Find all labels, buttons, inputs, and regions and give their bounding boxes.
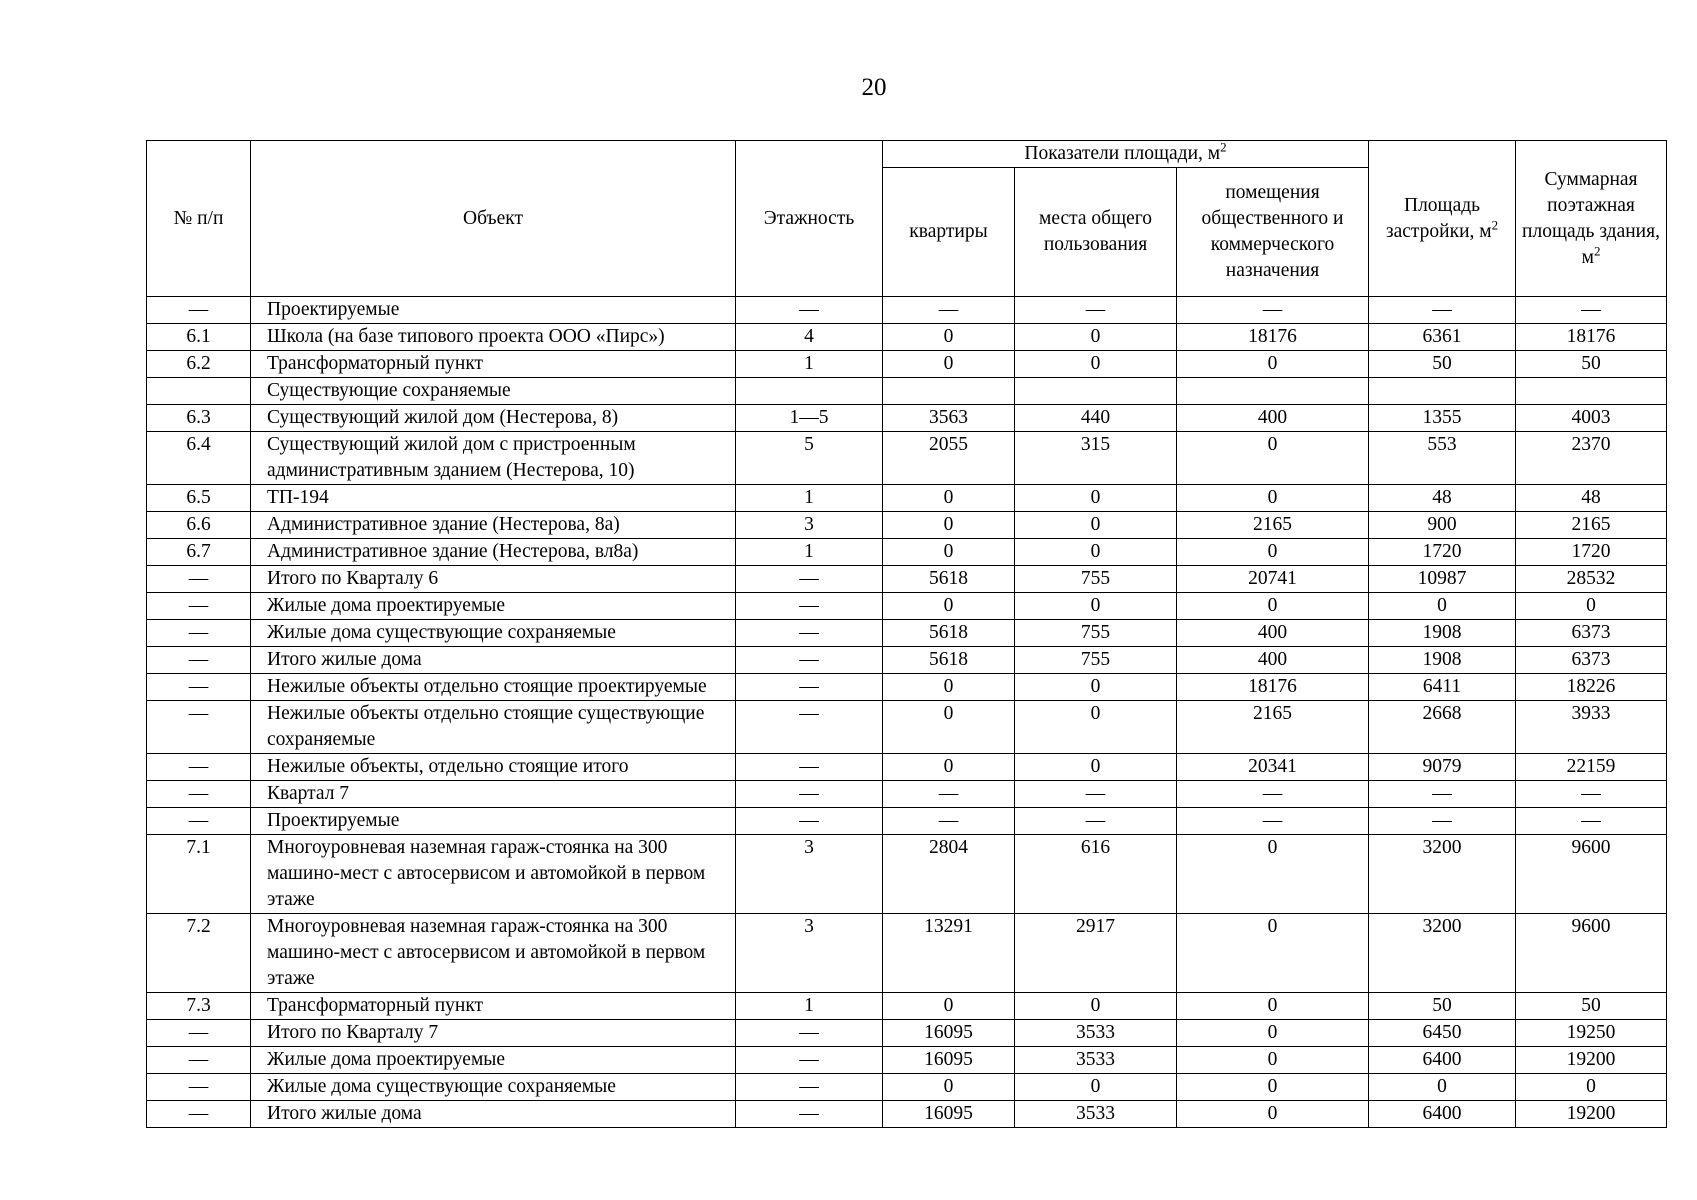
cell-commercial: 0: [1177, 1074, 1369, 1101]
header-footprint: [1369, 141, 1516, 297]
cell-common-areas: 315: [1015, 432, 1177, 485]
cell-floors: 1: [736, 485, 883, 512]
cell-footprint: 1908: [1369, 647, 1516, 674]
table-row: [147, 808, 1667, 835]
cell-floors: —: [736, 297, 883, 324]
cell-common-areas: 0: [1015, 1074, 1177, 1101]
cell-floors: 1: [736, 351, 883, 378]
table-row: [147, 432, 1667, 485]
cell-commercial: 400: [1177, 647, 1369, 674]
cell-num: —: [147, 754, 251, 781]
cell-object: Проектируемые: [251, 297, 736, 324]
cell-common-areas: 0: [1015, 351, 1177, 378]
cell-commercial: 0: [1177, 485, 1369, 512]
cell-footprint: 9079: [1369, 754, 1516, 781]
cell-object: Жилые дома существующие сохраняемые: [251, 620, 736, 647]
cell-object: Итого жилые дома: [251, 1101, 736, 1128]
table-row: [147, 485, 1667, 512]
cell-total-floor-area: 4003: [1516, 405, 1667, 432]
cell-object: Многоуровневая наземная гараж-стоянка на 300 машино-мест с автосервисом и автомойкой в первом этаже: [251, 914, 736, 993]
table-row: [147, 914, 1667, 993]
cell-footprint: 0: [1369, 1074, 1516, 1101]
cell-floors: 5: [736, 432, 883, 485]
cell-total-floor-area: —: [1516, 808, 1667, 835]
header-floors: Этажность: [736, 141, 883, 297]
table-row: [147, 835, 1667, 914]
table-row: [147, 647, 1667, 674]
cell-floors: 3: [736, 914, 883, 993]
cell-apartments: 2055: [883, 432, 1015, 485]
cell-apartments: 0: [883, 993, 1015, 1020]
cell-floors: —: [736, 674, 883, 701]
cell-footprint: 6400: [1369, 1047, 1516, 1074]
cell-common-areas: 3533: [1015, 1047, 1177, 1074]
cell-common-areas: 755: [1015, 566, 1177, 593]
cell-floors: —: [736, 1074, 883, 1101]
header-footprint-sup: 2: [1491, 217, 1499, 232]
cell-commercial: 0: [1177, 539, 1369, 566]
cell-apartments: 16095: [883, 1101, 1015, 1128]
cell-apartments: 2804: [883, 835, 1015, 914]
cell-total-floor-area: 9600: [1516, 914, 1667, 993]
cell-apartments: 0: [883, 512, 1015, 539]
cell-object: Существующий жилой дом (Нестерова, 8): [251, 405, 736, 432]
cell-floors: —: [736, 781, 883, 808]
cell-object: Административное здание (Нестерова, вл8а): [251, 539, 736, 566]
cell-apartments: 0: [883, 593, 1015, 620]
cell-total-floor-area: 9600: [1516, 835, 1667, 914]
cell-object: Административное здание (Нестерова, 8а): [251, 512, 736, 539]
cell-total-floor-area: —: [1516, 781, 1667, 808]
cell-num: 6.6: [147, 512, 251, 539]
cell-footprint: —: [1369, 297, 1516, 324]
cell-floors: 1—5: [736, 405, 883, 432]
table-row: [147, 674, 1667, 701]
table-row: [147, 297, 1667, 324]
cell-commercial: —: [1177, 808, 1369, 835]
cell-apartments: 5618: [883, 566, 1015, 593]
cell-num: —: [147, 808, 251, 835]
cell-floors: —: [736, 1020, 883, 1047]
cell-footprint: —: [1369, 808, 1516, 835]
cell-total-floor-area: 28532: [1516, 566, 1667, 593]
cell-num: —: [147, 593, 251, 620]
table-row: [147, 754, 1667, 781]
cell-object: Многоуровневая наземная гараж-стоянка на 300 машино-мест с автосервисом и автомойкой в первом этаже: [251, 835, 736, 914]
cell-common-areas: 0: [1015, 512, 1177, 539]
cell-object: Жилые дома проектируемые: [251, 593, 736, 620]
cell-num: —: [147, 781, 251, 808]
header-area-group-sup: 2: [1220, 140, 1227, 155]
cell-floors: —: [736, 808, 883, 835]
cell-object: Жилые дома существующие сохраняемые: [251, 1074, 736, 1101]
cell-common-areas: 0: [1015, 485, 1177, 512]
cell-common-areas: [1015, 378, 1177, 405]
cell-common-areas: —: [1015, 297, 1177, 324]
cell-floors: 1: [736, 539, 883, 566]
cell-apartments: 5618: [883, 620, 1015, 647]
table-row: [147, 781, 1667, 808]
header-total-floor-sup: 2: [1593, 243, 1601, 258]
header-area-group-label: Показатели площади, м: [1024, 143, 1221, 164]
header-num: № п/п: [147, 141, 251, 297]
cell-apartments: [883, 378, 1015, 405]
table-row: [147, 1047, 1667, 1074]
cell-object: Нежилые объекты отдельно стоящие существующие сохраняемые: [251, 701, 736, 754]
cell-object: Жилые дома проектируемые: [251, 1047, 736, 1074]
cell-apartments: 0: [883, 701, 1015, 754]
cell-footprint: 1720: [1369, 539, 1516, 566]
cell-object: Существующие сохраняемые: [251, 378, 736, 405]
table-row: [147, 701, 1667, 754]
cell-footprint: —: [1369, 781, 1516, 808]
cell-commercial: 18176: [1177, 324, 1369, 351]
cell-commercial: 2165: [1177, 701, 1369, 754]
header-object: Объект: [251, 141, 736, 297]
cell-footprint: 48: [1369, 485, 1516, 512]
table-body: [147, 297, 1667, 1128]
cell-common-areas: 0: [1015, 674, 1177, 701]
cell-num: —: [147, 620, 251, 647]
cell-num: —: [147, 1101, 251, 1128]
cell-footprint: 0: [1369, 593, 1516, 620]
cell-num: 6.2: [147, 351, 251, 378]
cell-total-floor-area: 50: [1516, 351, 1667, 378]
cell-common-areas: —: [1015, 808, 1177, 835]
cell-floors: 1: [736, 993, 883, 1020]
cell-apartments: 16095: [883, 1020, 1015, 1047]
cell-num: —: [147, 566, 251, 593]
cell-footprint: 50: [1369, 993, 1516, 1020]
cell-common-areas: 755: [1015, 647, 1177, 674]
cell-object: Проектируемые: [251, 808, 736, 835]
table-row: [147, 593, 1667, 620]
cell-total-floor-area: 18226: [1516, 674, 1667, 701]
cell-floors: 4: [736, 324, 883, 351]
table-row: [147, 512, 1667, 539]
cell-commercial: 0: [1177, 993, 1369, 1020]
cell-common-areas: 440: [1015, 405, 1177, 432]
cell-apartments: 13291: [883, 914, 1015, 993]
table-row: [147, 1020, 1667, 1047]
cell-total-floor-area: 6373: [1516, 620, 1667, 647]
cell-common-areas: —: [1015, 781, 1177, 808]
cell-footprint: 3200: [1369, 835, 1516, 914]
cell-footprint: 50: [1369, 351, 1516, 378]
cell-common-areas: 0: [1015, 539, 1177, 566]
cell-num: 7.1: [147, 835, 251, 914]
cell-apartments: 0: [883, 674, 1015, 701]
cell-total-floor-area: 0: [1516, 1074, 1667, 1101]
cell-floors: [736, 378, 883, 405]
page-number: 20: [861, 74, 887, 101]
cell-object: Существующий жилой дом с пристроенным административным зданием (Нестерова, 10): [251, 432, 736, 485]
cell-object: Нежилые объекты отдельно стоящие проектируемые: [251, 674, 736, 701]
cell-floors: 3: [736, 512, 883, 539]
header-total-floor-label: Суммарная поэтажная площадь здания, м: [1522, 168, 1660, 268]
cell-num: 6.5: [147, 485, 251, 512]
cell-commercial: 20341: [1177, 754, 1369, 781]
cell-commercial: 0: [1177, 1047, 1369, 1074]
cell-floors: —: [736, 754, 883, 781]
cell-num: 6.7: [147, 539, 251, 566]
table-row: [147, 1074, 1667, 1101]
cell-footprint: 1908: [1369, 620, 1516, 647]
cell-commercial: 18176: [1177, 674, 1369, 701]
table-row: [147, 566, 1667, 593]
cell-total-floor-area: 18176: [1516, 324, 1667, 351]
cell-total-floor-area: 48: [1516, 485, 1667, 512]
cell-apartments: 0: [883, 351, 1015, 378]
cell-object: ТП-194: [251, 485, 736, 512]
cell-common-areas: 755: [1015, 620, 1177, 647]
table-row: [147, 378, 1667, 405]
cell-commercial: 0: [1177, 1101, 1369, 1128]
cell-floors: —: [736, 566, 883, 593]
cell-footprint: [1369, 378, 1516, 405]
cell-total-floor-area: 2165: [1516, 512, 1667, 539]
cell-commercial: —: [1177, 297, 1369, 324]
cell-footprint: 6400: [1369, 1101, 1516, 1128]
cell-object: Школа (на базе типового проекта ООО «Пирс»): [251, 324, 736, 351]
cell-floors: —: [736, 647, 883, 674]
cell-object: Квартал 7: [251, 781, 736, 808]
cell-total-floor-area: 19200: [1516, 1047, 1667, 1074]
cell-num: 6.4: [147, 432, 251, 485]
cell-num: —: [147, 297, 251, 324]
cell-common-areas: 0: [1015, 754, 1177, 781]
cell-floors: —: [736, 1047, 883, 1074]
cell-num: —: [147, 1047, 251, 1074]
cell-apartments: 0: [883, 324, 1015, 351]
cell-total-floor-area: 2370: [1516, 432, 1667, 485]
cell-commercial: 400: [1177, 405, 1369, 432]
cell-total-floor-area: 3933: [1516, 701, 1667, 754]
cell-apartments: —: [883, 808, 1015, 835]
cell-total-floor-area: 19250: [1516, 1020, 1667, 1047]
cell-footprint: 6411: [1369, 674, 1516, 701]
header-commercial: помещения общественного и коммерческого назначения: [1177, 168, 1369, 297]
cell-floors: —: [736, 1101, 883, 1128]
cell-total-floor-area: —: [1516, 297, 1667, 324]
header-total-floor-area: [1516, 141, 1667, 297]
cell-total-floor-area: [1516, 378, 1667, 405]
cell-apartments: 0: [883, 539, 1015, 566]
cell-num: —: [147, 701, 251, 754]
cell-commercial: 20741: [1177, 566, 1369, 593]
cell-commercial: 0: [1177, 835, 1369, 914]
cell-footprint: 10987: [1369, 566, 1516, 593]
cell-apartments: 3563: [883, 405, 1015, 432]
cell-commercial: —: [1177, 781, 1369, 808]
cell-num: —: [147, 674, 251, 701]
cell-num: 7.3: [147, 993, 251, 1020]
cell-commercial: 400: [1177, 620, 1369, 647]
cell-commercial: [1177, 378, 1369, 405]
cell-num: —: [147, 1020, 251, 1047]
cell-object: Итого жилые дома: [251, 647, 736, 674]
cell-apartments: 0: [883, 1074, 1015, 1101]
header-common-areas: места общего пользования: [1015, 168, 1177, 297]
cell-object: Трансформаторный пункт: [251, 351, 736, 378]
cell-apartments: —: [883, 781, 1015, 808]
cell-apartments: 0: [883, 485, 1015, 512]
table-row: [147, 1101, 1667, 1128]
cell-num: [147, 378, 251, 405]
cell-footprint: 1355: [1369, 405, 1516, 432]
cell-total-floor-area: 6373: [1516, 647, 1667, 674]
cell-num: 6.3: [147, 405, 251, 432]
cell-common-areas: 2917: [1015, 914, 1177, 993]
table-row: [147, 324, 1667, 351]
cell-common-areas: 0: [1015, 993, 1177, 1020]
cell-object: Итого по Кварталу 6: [251, 566, 736, 593]
cell-object: Трансформаторный пункт: [251, 993, 736, 1020]
table-row: [147, 539, 1667, 566]
cell-apartments: 0: [883, 754, 1015, 781]
cell-commercial: 0: [1177, 351, 1369, 378]
cell-common-areas: 0: [1015, 593, 1177, 620]
cell-footprint: 2668: [1369, 701, 1516, 754]
cell-floors: —: [736, 620, 883, 647]
cell-footprint: 553: [1369, 432, 1516, 485]
cell-total-floor-area: 0: [1516, 593, 1667, 620]
cell-total-floor-area: 50: [1516, 993, 1667, 1020]
cell-floors: —: [736, 701, 883, 754]
cell-commercial: 0: [1177, 593, 1369, 620]
cell-commercial: 0: [1177, 914, 1369, 993]
cell-footprint: 6361: [1369, 324, 1516, 351]
cell-object: Итого по Кварталу 7: [251, 1020, 736, 1047]
cell-num: —: [147, 647, 251, 674]
cell-apartments: 16095: [883, 1047, 1015, 1074]
cell-footprint: 3200: [1369, 914, 1516, 993]
cell-object: Нежилые объекты, отдельно стоящие итого: [251, 754, 736, 781]
cell-common-areas: 3533: [1015, 1101, 1177, 1128]
header-area-group: [883, 141, 1369, 168]
cell-footprint: 900: [1369, 512, 1516, 539]
cell-num: 6.1: [147, 324, 251, 351]
cell-commercial: 0: [1177, 1020, 1369, 1047]
table-row: [147, 405, 1667, 432]
header-apartments: квартиры: [883, 168, 1015, 297]
cell-common-areas: 0: [1015, 324, 1177, 351]
cell-commercial: 2165: [1177, 512, 1369, 539]
table-row: [147, 620, 1667, 647]
cell-footprint: 6450: [1369, 1020, 1516, 1047]
cell-common-areas: 616: [1015, 835, 1177, 914]
area-indicators-table: [146, 140, 1667, 1128]
table-row: [147, 351, 1667, 378]
cell-total-floor-area: 22159: [1516, 754, 1667, 781]
cell-floors: —: [736, 593, 883, 620]
cell-total-floor-area: 1720: [1516, 539, 1667, 566]
cell-common-areas: 3533: [1015, 1020, 1177, 1047]
cell-num: —: [147, 1074, 251, 1101]
cell-total-floor-area: 19200: [1516, 1101, 1667, 1128]
cell-apartments: —: [883, 297, 1015, 324]
header-footprint-label: Площадь застройки, м: [1385, 194, 1492, 242]
cell-common-areas: 0: [1015, 701, 1177, 754]
cell-floors: 3: [736, 835, 883, 914]
cell-apartments: 5618: [883, 647, 1015, 674]
cell-num: 7.2: [147, 914, 251, 993]
table-row: [147, 993, 1667, 1020]
cell-commercial: 0: [1177, 432, 1369, 485]
